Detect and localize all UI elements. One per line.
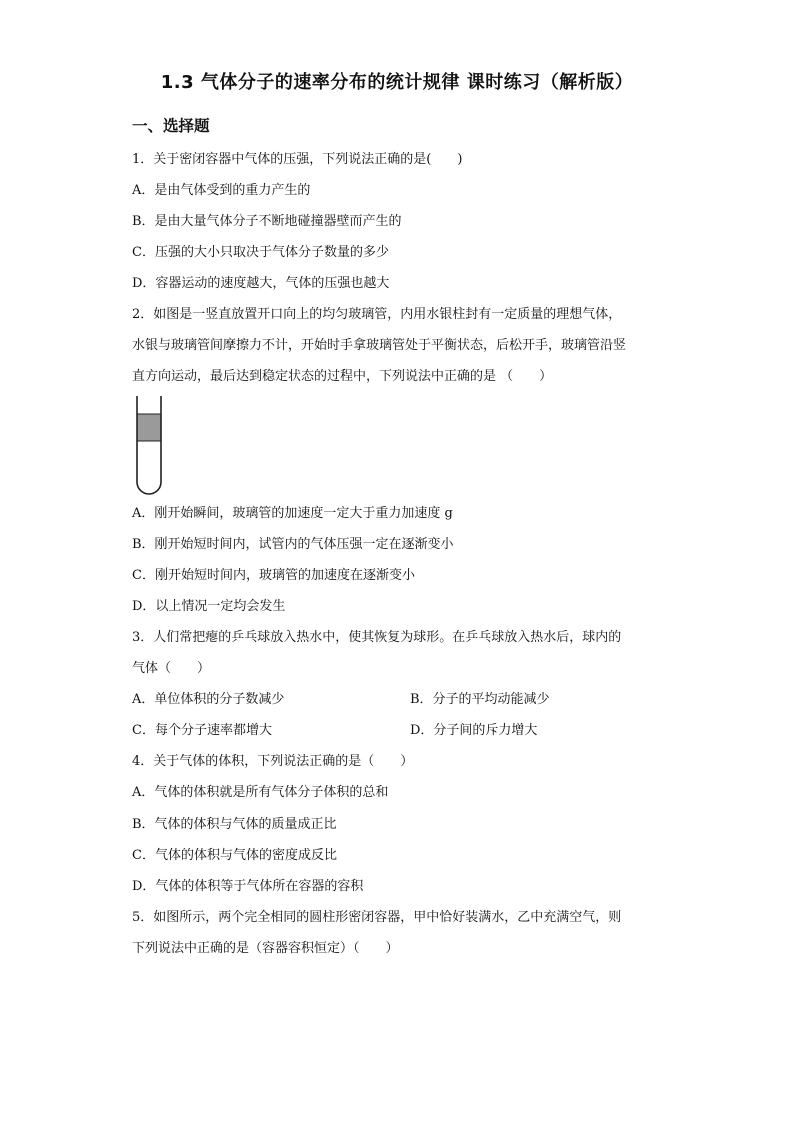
q2-stem-line-2: 水银与玻璃管间摩擦力不计，开始时手拿玻璃管处于平衡状态，后松开手，玻璃管沿竖: [132, 338, 627, 353]
q4-option-d: D．气体的体积等于气体所在容器的容积: [132, 879, 364, 894]
q2-option-b: B．刚开始短时间内，试管内的气体压强一定在逐渐变小: [132, 537, 454, 552]
q3-option-a: A．单位体积的分子数减少: [132, 692, 285, 707]
q3-stem-line-1: 3．人们常把瘪的乒乓球放入热水中，使其恢复为球形。在乒乓球放入热水后，球内的: [132, 630, 622, 645]
q1-option-b: B．是由大量气体分子不断地碰撞器壁而产生的: [132, 214, 402, 229]
q2-option-d: D．以上情况一定均会发生: [132, 599, 286, 614]
q1-option-a: A．是由气体受到的重力产生的: [132, 183, 311, 198]
q4-option-a: A．气体的体积就是所有气体分子体积的总和: [132, 785, 389, 800]
q5-stem-line-2: 下列说法中正确的是（容器容积恒定）（ ）: [132, 941, 399, 956]
q1-option-c: C．压强的大小只取决于气体分子数量的多少: [132, 245, 389, 260]
q2-stem-line-1: 2．如图是一竖直放置开口向上的均匀玻璃管，内用水银柱封有一定质量的理想气体，: [132, 307, 622, 322]
mercury-column: [137, 414, 161, 441]
q3-option-b: B．分子的平均动能减少: [410, 692, 550, 707]
q2-option-c: C．刚开始短时间内，玻璃管的加速度在逐渐变小: [132, 568, 415, 583]
tube-outline: [137, 396, 161, 494]
q5-stem-line-1: 5．如图所示，两个完全相同的圆柱形密闭容器，甲中恰好装满水，乙中充满空气，则: [132, 910, 622, 925]
q4-stem: 4．关于气体的体积，下列说法正确的是（ ）: [132, 754, 414, 769]
q3-option-c: C．每个分子速率都增大: [132, 723, 272, 738]
q4-option-b: B．气体的体积与气体的质量成正比: [132, 817, 337, 832]
q3-stem-line-2: 气体（ ）: [132, 661, 211, 676]
section-heading: 一、选择题: [132, 117, 210, 135]
document-title: 1.3 气体分子的速率分布的统计规律 课时练习（解析版）: [160, 72, 634, 93]
q3-option-d: D．分子间的斥力增大: [410, 723, 538, 738]
q1-stem: 1．关于密闭容器中气体的压强，下列说法正确的是( ): [132, 152, 463, 167]
q1-option-d: D．容器运动的速度越大，气体的压强也越大: [132, 276, 390, 291]
q2-stem-line-3: 直方向运动，最后达到稳定状态的过程中，下列说法中正确的是 （ ）: [132, 369, 553, 384]
q2-option-a: A．刚开始瞬间，玻璃管的加速度一定大于重力加速度 g: [132, 506, 453, 521]
glass-tube-figure: [134, 396, 166, 498]
q4-option-c: C．气体的体积与气体的密度成反比: [132, 848, 337, 863]
